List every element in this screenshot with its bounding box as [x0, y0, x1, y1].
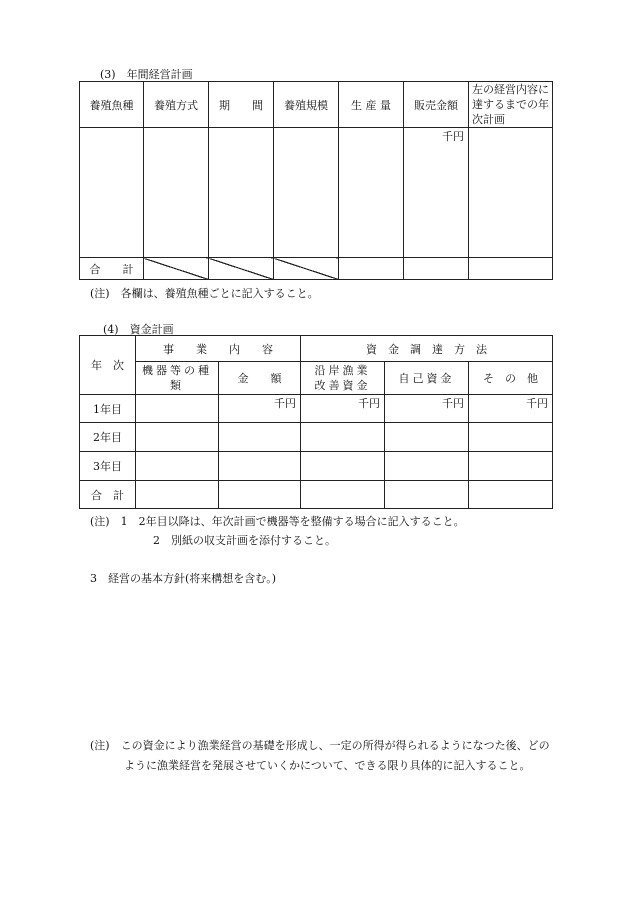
annual-plan-table: [79, 81, 553, 280]
cell-equipment[interactable]: [136, 481, 219, 509]
unit-label: 千円: [442, 130, 464, 143]
funding-method-header: 資 金 調 達 方 法: [301, 336, 553, 362]
header-scale: 養殖規模: [274, 82, 339, 128]
cell-period[interactable]: [209, 128, 274, 258]
cell-method[interactable]: [144, 128, 209, 258]
cell-other[interactable]: [469, 423, 553, 452]
coastal-fund-header: 沿岸漁業改善資金: [301, 362, 385, 395]
total-yearly-plan[interactable]: [469, 258, 553, 280]
section3-note: (注) 各欄は、養殖魚種ごとに記入すること。: [90, 287, 319, 300]
cell-equipment[interactable]: [136, 395, 219, 423]
section4-title: (4) 資金計画: [103, 323, 174, 336]
cell-self-fund[interactable]: [385, 452, 469, 481]
unit-label: 千円: [526, 397, 549, 410]
diagonal-cell: [209, 258, 274, 280]
funding-plan-table: [79, 335, 553, 509]
row-year-3: 3年目: [80, 452, 136, 481]
cell-coastal-fund[interactable]: [301, 481, 385, 509]
total-sales[interactable]: [404, 258, 469, 280]
header-production: 生 産 量: [339, 82, 404, 128]
cell-other[interactable]: [469, 395, 553, 423]
header-period: 期 間: [209, 82, 274, 128]
amount-header: 金 額: [219, 362, 301, 395]
cell-other[interactable]: [469, 452, 553, 481]
cell-sales[interactable]: [404, 128, 469, 258]
unit-label: 千円: [358, 397, 380, 410]
cell-production[interactable]: [339, 128, 404, 258]
cell-coastal-fund[interactable]: [301, 452, 385, 481]
row-total: 合 計: [80, 481, 136, 509]
row-year-2: 2年目: [80, 423, 136, 452]
cell-other[interactable]: [469, 481, 553, 509]
cell-self-fund[interactable]: [385, 481, 469, 509]
cell-amount[interactable]: [219, 423, 301, 452]
year-header: 年 次: [80, 336, 136, 395]
equipment-type-header: 機器等の種 類: [136, 362, 219, 395]
self-fund-header: 自己資金: [385, 362, 469, 395]
cell-self-fund[interactable]: [385, 395, 469, 423]
policy-title: 3 経営の基本方針(将来構想を含む。): [90, 572, 277, 585]
cell-species[interactable]: [80, 128, 144, 258]
cell-amount[interactable]: [219, 452, 301, 481]
row-year-1: 1年目: [80, 395, 136, 423]
cell-yearly-plan[interactable]: [469, 128, 553, 258]
diagonal-cell: [144, 258, 209, 280]
diagonal-cell: [274, 258, 339, 280]
section4-note-1: (注) 1 2年目以降は、年次計画で機器等を整備する場合に記入すること。: [90, 515, 465, 528]
unit-label: 千円: [274, 397, 296, 410]
unit-label: 千円: [442, 397, 464, 410]
cell-coastal-fund[interactable]: [301, 395, 385, 423]
total-production[interactable]: [339, 258, 404, 280]
cell-amount[interactable]: [219, 395, 301, 423]
header-method: 養殖方式: [144, 82, 209, 128]
other-header: そ の 他: [469, 362, 553, 395]
header-sales: 販売金額: [404, 82, 469, 128]
cell-equipment[interactable]: [136, 423, 219, 452]
header-yearly-plan: 左の経営内容に達するまでの年次計画: [469, 82, 553, 128]
section4-note-2: 2 別紙の収支計画を添付すること。: [153, 534, 336, 547]
cell-amount[interactable]: [219, 481, 301, 509]
section3-title: (3) 年間経営計画: [100, 68, 193, 81]
business-content-header: 事 業 内 容: [136, 336, 301, 362]
cell-self-fund[interactable]: [385, 423, 469, 452]
cell-scale[interactable]: [274, 128, 339, 258]
total-label: 合 計: [80, 258, 144, 280]
cell-coastal-fund[interactable]: [301, 423, 385, 452]
header-species: 養殖魚種: [80, 82, 144, 128]
policy-note: (注) この資金により漁業経営の基礎を形成し、一定の所得が得られるようになつた後、どのように漁業経営を発展させていくかについて、できる限り具体的に記入すること。: [90, 739, 550, 772]
cell-equipment[interactable]: [136, 452, 219, 481]
